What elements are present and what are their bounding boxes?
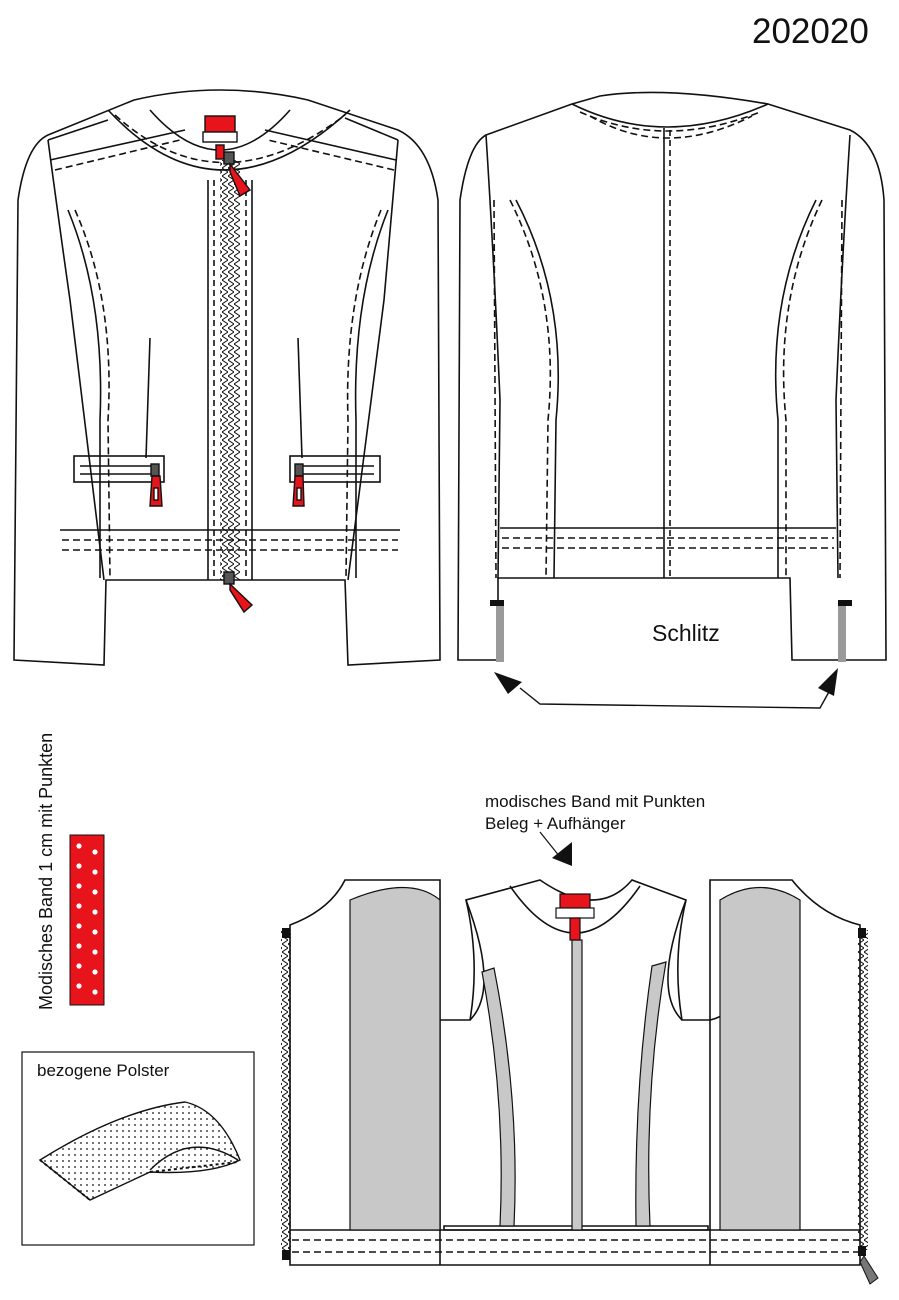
ribbon-swatch bbox=[70, 835, 104, 1005]
callout-facing-label: Beleg + Aufhänger bbox=[485, 814, 626, 833]
back-view bbox=[458, 92, 886, 660]
model-number: 202020 bbox=[752, 12, 869, 51]
callout-arrow bbox=[540, 832, 572, 866]
vent-arrow bbox=[494, 668, 838, 708]
pocket-zip-pull-right bbox=[293, 464, 304, 506]
callout-band-label: modisches Band mit Punkten bbox=[485, 792, 706, 811]
vent-label: Schlitz bbox=[652, 620, 720, 646]
ribbon-caption: Modisches Band 1 cm mit Punkten bbox=[36, 732, 56, 1010]
shoulder-pad-title: bezogene Polster bbox=[37, 1061, 170, 1080]
